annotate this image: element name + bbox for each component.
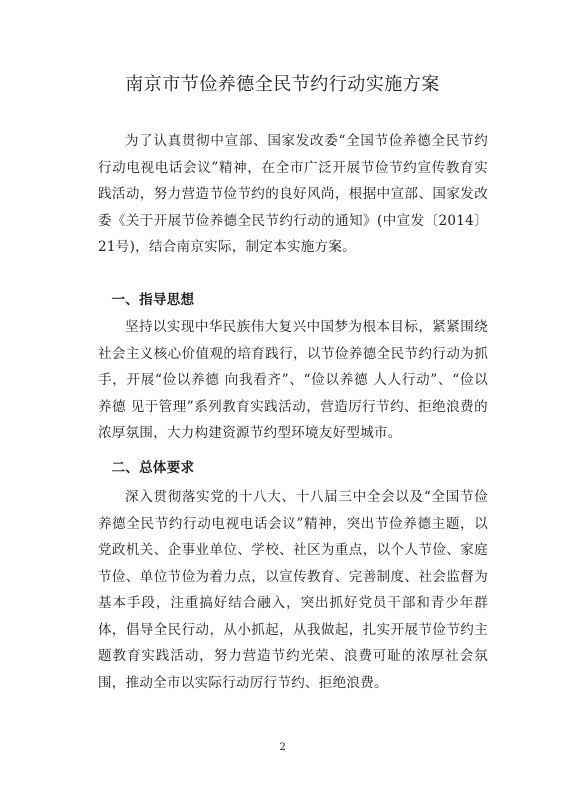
section-body-guiding-ideology: 坚持以实现中华民族伟大复兴中国梦为根本目标，紧紧围绕社会主义核心价值观的培育践行，以节俭养德全民节约行动为抓手，开展“俭以养德 向我看齐”、“俭以养德 人人行动”、“俭以养德 见于管理”系列教育实践活动，营造厉行节约、拒绝浪费的浓厚氛围，大力构建资源节约型环境友好型城市。: [98, 319, 488, 441]
page-number: 2: [279, 742, 286, 753]
intro-paragraph: 为了认真贯彻中宣部、国家发改委“全国节俭养德全民节约行动电视电话会议”精神，在全市广泛开展节俭节约宣传教育实践活动，努力营造节俭节约的良好风尚，根据中宣部、国家发改委《关于开展节俭养德全民节约行动的通知》(中宣发〔2014〕21号)，结合南京实际，制定本实施方案。: [98, 133, 488, 255]
section-body-overall-requirements: 深入贯彻落实党的十八大、十八届三中全会以及“全国节俭养德全民节约行动电视电话会议”精神，突出节俭养德主题，以党政机关、企事业单位、学校、社区为重点，以个人节俭、家庭节俭、单位节俭为着力点，以宣传教育、完善制度、社会监督为基本手段，注重搞好结合融入，突出抓好党员干部和青少年群体，倡导全民行动，从小抓起，从我做起，扎实开展节俭节约主题教育实践活动，努力营造节约光荣、浪费可耻的浓厚社会氛围，推动全市以实际行动厉行节约、拒绝浪费。: [98, 489, 488, 691]
intro-block: [98, 128, 488, 261]
section-body-overall-requirements-block: [98, 484, 488, 696]
section-heading-guiding-ideology-block: [98, 287, 488, 314]
section-heading-guiding-ideology: 一、指导思想: [111, 292, 195, 308]
section-heading-overall-requirements: 二、总体要求: [111, 460, 195, 476]
section-heading-overall-requirements-block: [98, 455, 488, 482]
section-body-guiding-ideology-block: [98, 314, 488, 447]
document-title: 南京市节俭养德全民节约行动实施方案: [125, 74, 440, 95]
